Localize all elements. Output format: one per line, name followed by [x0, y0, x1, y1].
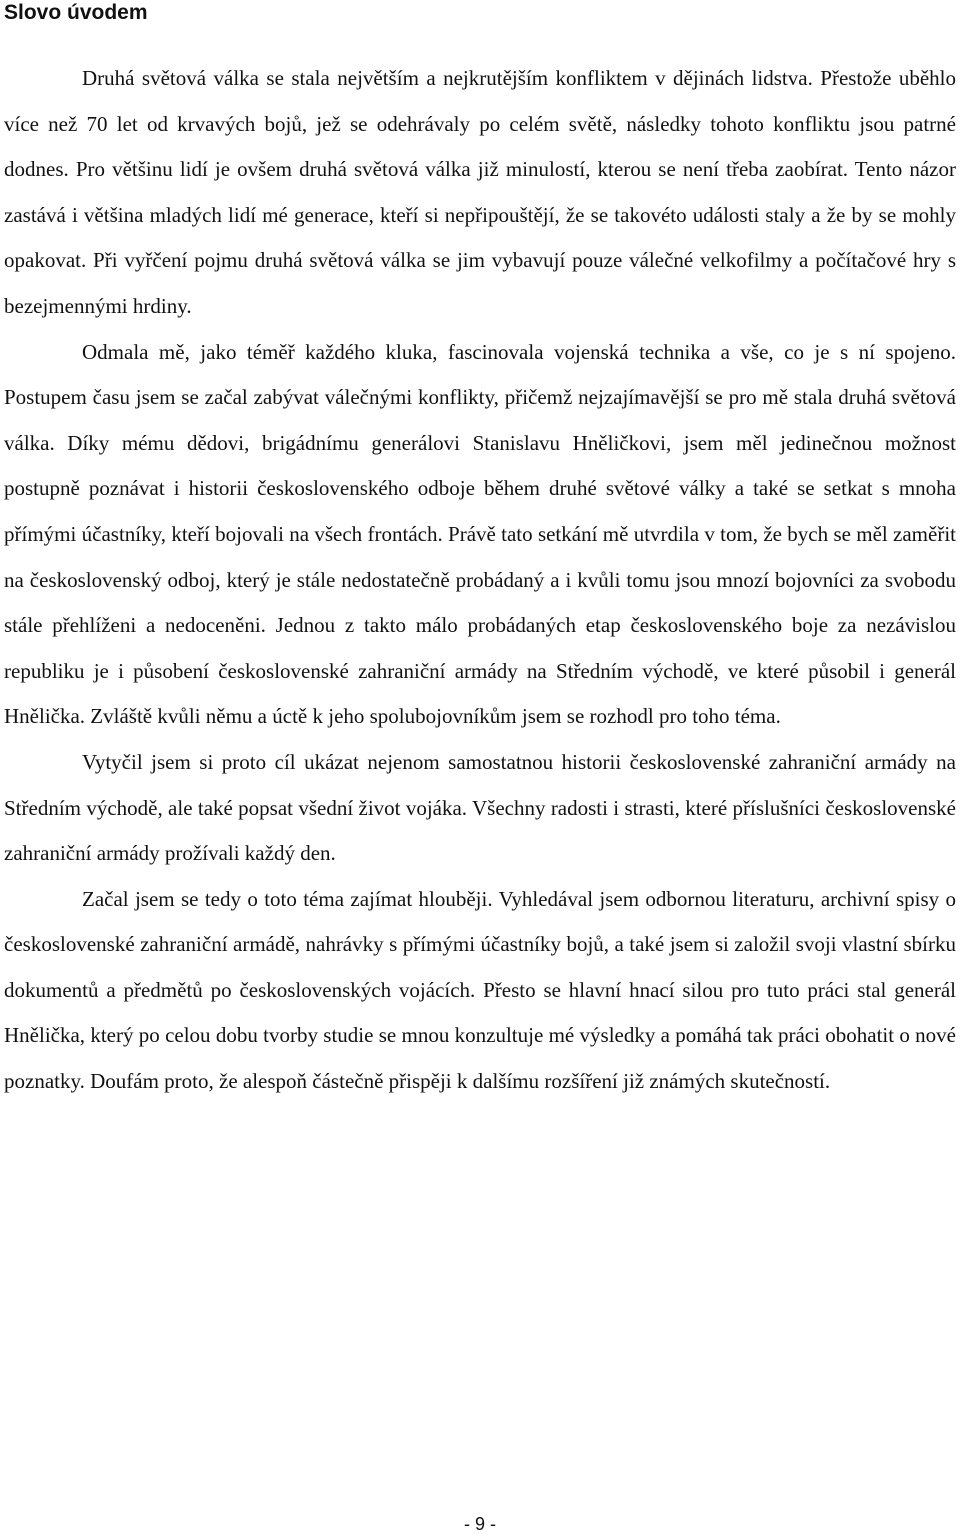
page-title: Slovo úvodem: [4, 1, 148, 24]
paragraph-3: Vytyčil jsem si proto cíl ukázat nejenom samostatnou historii československé zahraniční armády na Středním východě, ale také popsat všední život vojáka. Všechny radosti i strasti, které příslušníci československé zahraniční armády prožívali každý den.: [4, 749, 956, 866]
paragraph-4: Začal jsem se tedy o toto téma zajímat hlouběji. Vyhledával jsem odbornou literaturu, archivní spisy o československé zahraniční armádě, nahrávky s přímými účastníky bojů, a také jsem si založil svoji vlastní sbírku dokumentů a předmětů po československých vojácích. Přesto se hlavní hnací silou pro tuto práci stal generál Hnělička, který po celou dobu tvorby studie se mnou konzultuje mé výsledky a pomáhá tak práci obohatit o nové poznatky. Doufám proto, že alespoň částečně přispěji k dalšímu rozšíření již známých skutečností.: [4, 886, 956, 1094]
paragraph-1: Druhá světová válka se stala největším a nejkrutějším konfliktem v dějinách lidstva. Přestože uběhlo více než 70 let od krvavých bojů, jež se odehrávaly po celém světě, následky tohoto konfliktu jsou patrné dodnes. Pro většinu lidí je ovšem druhá světová válka již minulostí, kterou se není třeba zaobírat. Tento názor zastává i většina mladých lidí mé generace, kteří si nepřipouštějí, že se takovéto události staly a že by se mohly opakovat. Při vyřčení pojmu druhá světová válka se jim vybavují pouze válečné velkofilmy a počítačové hry s bezejmennými hrdiny.: [4, 66, 956, 318]
body-text: [4, 56, 956, 1105]
paragraph-2: Odmala mě, jako téměř každého kluka, fascinovala vojenská technika a vše, co je s ní spojeno. Postupem času jsem se začal zabývat válečnými konflikty, přičemž nejzajímavější se pro mě stala druhá světová válka. Díky mému dědovi, brigádnímu generálovi Stanislavu Hněličkovi, jsem měl jedinečnou možnost postupně poznávat i historii československého odboje během druhé světové války a také se setkat s mnoha přímými účastníky, kteří bojovali na všech frontách. Právě tato setkání mě utvrdila v tom, že bych se měl zaměřit na československý odboj, který je stále nedostatečně probádaný a i kvůli tomu jsou mnozí bojovníci za svobodu stále přehlíženi a nedoceněni. Jednou z takto málo probádaných etap československého boje za nezávislou republiku je i působení československé zahraniční armády na Středním východě, ve které působil i generál Hnělička. Zvláště kvůli němu a úctě k jeho spolubojovníkům jsem se rozhodl pro toho téma.: [4, 339, 956, 729]
page-number: - 9 -: [463, 1514, 496, 1534]
